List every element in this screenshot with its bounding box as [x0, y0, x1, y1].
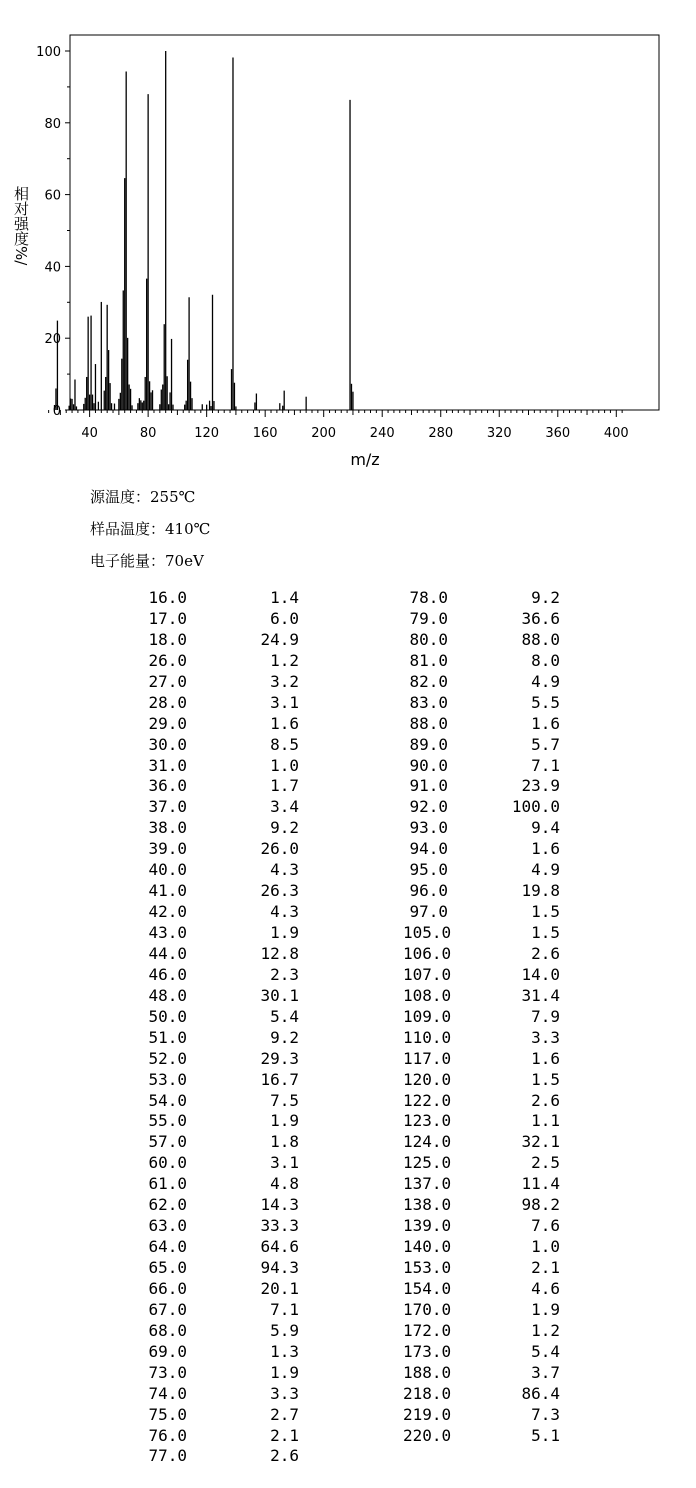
peak-mz: 69.0: [148, 1341, 187, 1361]
peak-mz: 26.0: [148, 650, 187, 670]
peak-mz: 38.0: [148, 818, 187, 838]
peak-row: [142, 923, 299, 944]
peak-abundance: 5.7: [531, 734, 560, 754]
peak-abundance: 4.8: [270, 1174, 299, 1194]
peak-abundance: 1.9: [270, 1111, 299, 1131]
peak-row: [403, 609, 560, 630]
peak-mz: 28.0: [148, 692, 187, 712]
peak-row: [142, 881, 299, 902]
peak-row: [142, 693, 299, 714]
peak-abundance: 9.2: [270, 818, 299, 838]
peak-mz: 94.0: [409, 839, 448, 859]
peak-mz: 42.0: [148, 902, 187, 922]
peak-abundance: 8.5: [270, 734, 299, 754]
peak-mz: 16.0: [148, 588, 187, 607]
peak-mz: 220.0: [403, 1425, 452, 1445]
peak-row: [142, 1342, 299, 1363]
peak-abundance: 1.9: [531, 1299, 560, 1319]
peak-abundance: 2.6: [531, 943, 560, 963]
y-tick-label: 60: [44, 188, 61, 204]
peak-row: [142, 839, 299, 860]
peak-row: [403, 1405, 560, 1426]
peak-row: [403, 902, 560, 923]
peak-abundance: 1.6: [531, 713, 560, 733]
peak-mz: 82.0: [409, 671, 448, 691]
peak-row: [403, 1111, 560, 1132]
peak-mz: 37.0: [148, 797, 187, 817]
peak-row: [403, 1049, 560, 1070]
peak-row: [403, 672, 560, 693]
peak-mz: 18.0: [148, 629, 187, 649]
peak-row: [403, 1028, 560, 1049]
peak-mz: 39.0: [148, 839, 187, 859]
y-tick-label: 20: [44, 332, 61, 348]
peak-table-left: [142, 588, 299, 1467]
peak-abundance: 7.6: [531, 1216, 560, 1236]
peak-row: [403, 797, 560, 818]
peak-row: [142, 1405, 299, 1426]
peak-row: [142, 1258, 299, 1279]
peak-row: [142, 1384, 299, 1405]
peak-row: [403, 818, 560, 839]
peak-abundance: 1.6: [531, 1048, 560, 1068]
peak-mz: 51.0: [148, 1027, 187, 1047]
peak-abundance: 1.8: [270, 1132, 299, 1152]
peak-abundance: 2.6: [270, 1446, 299, 1466]
peak-mz: 53.0: [148, 1069, 187, 1089]
peak-mz: 66.0: [148, 1278, 187, 1298]
peak-row: [403, 1300, 560, 1321]
x-tick-label: 120: [194, 426, 220, 441]
peak-mz: 172.0: [403, 1320, 452, 1340]
peak-mz: 124.0: [403, 1132, 452, 1152]
peak-row: [142, 1070, 299, 1091]
peak-abundance: 1.7: [270, 776, 299, 796]
peak-mz: 88.0: [409, 713, 448, 733]
peak-abundance: 1.6: [270, 713, 299, 733]
peak-mz: 62.0: [148, 1195, 187, 1215]
peak-row: [403, 1174, 560, 1195]
peak-abundance: 1.5: [531, 923, 560, 942]
x-axis-label: m/z: [350, 450, 380, 469]
peak-row: [142, 776, 299, 797]
peak-row: [142, 1300, 299, 1321]
peak-abundance: 1.0: [531, 1237, 560, 1257]
peak-mz: 27.0: [148, 671, 187, 691]
peak-abundance: 31.4: [521, 985, 560, 1005]
peak-abundance: 4.9: [531, 671, 560, 691]
peak-abundance: 1.2: [531, 1320, 560, 1340]
peak-row: [142, 986, 299, 1007]
peak-abundance: 23.9: [521, 776, 560, 796]
peak-abundance: 8.0: [531, 650, 560, 670]
peak-row: [142, 735, 299, 756]
peak-mz: 76.0: [148, 1425, 187, 1445]
peak-abundance: 7.5: [270, 1090, 299, 1110]
peak-abundance: 4.3: [270, 860, 299, 880]
x-tick-label: 80: [139, 426, 157, 441]
peak-row: [142, 1426, 299, 1447]
peak-abundance: 100.0: [511, 797, 560, 817]
peak-abundance: 30.1: [260, 985, 299, 1005]
peak-abundance: 9.2: [270, 1027, 299, 1047]
peak-abundance: 86.4: [521, 1383, 560, 1403]
peak-mz: 77.0: [148, 1446, 187, 1466]
peak-mz: 48.0: [148, 985, 187, 1005]
peak-abundance: 1.9: [270, 923, 299, 942]
peak-row: [142, 1153, 299, 1174]
peak-abundance: 5.9: [270, 1320, 299, 1340]
peak-row: [403, 1279, 560, 1300]
peak-row: [142, 1195, 299, 1216]
peak-row: [142, 651, 299, 672]
peak-row: [403, 1321, 560, 1342]
peak-row: [403, 1195, 560, 1216]
y-tick-label: 40: [44, 260, 61, 276]
peak-mz: 67.0: [148, 1299, 187, 1319]
peak-row: [403, 860, 560, 881]
peak-row: [142, 1111, 299, 1132]
peak-row: [403, 588, 560, 609]
peak-abundance: 2.3: [270, 964, 299, 984]
peak-mz: 79.0: [409, 608, 448, 628]
peak-row: [142, 1363, 299, 1384]
peak-row: [142, 672, 299, 693]
peak-mz: 107.0: [403, 964, 452, 984]
plot-frame: [70, 35, 659, 410]
peak-mz: 154.0: [403, 1278, 452, 1298]
peak-row: [142, 588, 299, 609]
peak-abundance: 1.5: [531, 902, 560, 922]
peak-row: [142, 1028, 299, 1049]
peak-row: [403, 965, 560, 986]
peak-abundance: 3.4: [270, 797, 299, 817]
peak-mz: 41.0: [148, 881, 187, 901]
y-tick-label: 80: [44, 116, 61, 132]
peak-mz: 83.0: [409, 692, 448, 712]
peak-abundance: 1.4: [270, 588, 299, 607]
peak-row: [403, 1216, 560, 1237]
peak-mz: 140.0: [403, 1237, 452, 1257]
peak-abundance: 36.6: [521, 608, 560, 628]
peak-row: [403, 1153, 560, 1174]
peak-row: [142, 902, 299, 923]
peak-row: [403, 651, 560, 672]
peak-abundance: 2.1: [531, 1258, 560, 1277]
peak-mz: 96.0: [409, 881, 448, 901]
x-tick-label: 360: [545, 426, 571, 441]
peak-row: [142, 1091, 299, 1112]
x-tick-label: 160: [252, 426, 278, 441]
peak-mz: 89.0: [409, 734, 448, 754]
peak-mz: 219.0: [403, 1404, 452, 1424]
peak-abundance: 1.1: [531, 1111, 560, 1131]
peak-row: [142, 1174, 299, 1195]
peak-mz: 105.0: [403, 923, 452, 942]
peak-abundance: 7.9: [531, 1006, 560, 1026]
peak-row: [142, 1007, 299, 1028]
x-tick-label: 400: [603, 426, 629, 441]
peak-row: [403, 714, 560, 735]
peak-mz: 40.0: [148, 860, 187, 880]
peak-row: [142, 1237, 299, 1258]
spectrum-peaks: [55, 51, 353, 410]
peak-row: [142, 1446, 299, 1467]
peak-mz: 122.0: [403, 1090, 452, 1110]
peak-mz: 50.0: [148, 1006, 187, 1026]
peak-mz: 52.0: [148, 1048, 187, 1068]
peak-abundance: 2.7: [270, 1404, 299, 1424]
peak-abundance: 11.4: [521, 1174, 560, 1194]
peak-mz: 44.0: [148, 943, 187, 963]
peak-abundance: 16.7: [260, 1069, 299, 1089]
peak-abundance: 4.9: [531, 860, 560, 880]
peak-row: [403, 1007, 560, 1028]
peak-row: [142, 1132, 299, 1153]
peak-mz: 74.0: [148, 1383, 187, 1403]
peak-mz: 90.0: [409, 755, 448, 775]
peak-abundance: 3.3: [270, 1383, 299, 1403]
peak-row: [142, 944, 299, 965]
peak-mz: 153.0: [403, 1258, 452, 1277]
peak-abundance: 3.2: [270, 671, 299, 691]
peak-abundance: 2.6: [531, 1090, 560, 1110]
peak-abundance: 64.6: [260, 1237, 299, 1257]
peak-mz: 97.0: [409, 902, 448, 922]
x-axis: [49, 410, 629, 441]
peak-row: [403, 1342, 560, 1363]
peak-mz: 29.0: [148, 713, 187, 733]
peak-abundance: 24.9: [260, 629, 299, 649]
peak-mz: 95.0: [409, 860, 448, 880]
peak-abundance: 14.0: [521, 964, 560, 984]
y-tick-label: 0: [52, 404, 61, 419]
peak-row: [403, 776, 560, 797]
peak-mz: 218.0: [403, 1383, 452, 1403]
peak-row: [142, 1321, 299, 1342]
peak-mz: 60.0: [148, 1153, 187, 1173]
peak-row: [142, 860, 299, 881]
peak-mz: 30.0: [148, 734, 187, 754]
peak-mz: 188.0: [403, 1362, 452, 1382]
peak-row: [403, 944, 560, 965]
peak-abundance: 1.6: [531, 839, 560, 859]
peak-mz: 110.0: [403, 1027, 452, 1047]
peak-mz: 170.0: [403, 1299, 452, 1319]
peak-abundance: 3.7: [531, 1362, 560, 1382]
peak-abundance: 2.1: [270, 1425, 299, 1445]
peak-abundance: 5.1: [531, 1425, 560, 1445]
peak-row: [142, 714, 299, 735]
peak-row: [403, 1426, 560, 1447]
peak-abundance: 3.1: [270, 1153, 299, 1173]
x-tick-label: 40: [81, 426, 98, 441]
peak-row: [142, 797, 299, 818]
peak-abundance: 14.3: [260, 1195, 299, 1215]
mass-spectrum-chart: [0, 0, 696, 475]
peak-mz: 109.0: [403, 1006, 452, 1026]
peak-abundance: 26.0: [260, 839, 299, 859]
peak-abundance: 4.6: [531, 1278, 560, 1298]
peak-abundance: 4.3: [270, 902, 299, 922]
peak-abundance: 1.0: [270, 755, 299, 775]
y-axis-label: 相对强度%/: [12, 186, 30, 266]
peak-abundance: 7.1: [531, 755, 560, 775]
peak-row: [403, 1258, 560, 1279]
peak-abundance: 26.3: [260, 881, 299, 901]
peak-abundance: 9.4: [531, 818, 560, 838]
electron-energy: 电子能量：70eV: [90, 552, 204, 570]
peak-mz: 78.0: [409, 588, 448, 607]
peak-mz: 139.0: [403, 1216, 452, 1236]
peak-row: [403, 630, 560, 651]
peak-mz: 125.0: [403, 1153, 452, 1173]
peak-mz: 65.0: [148, 1258, 187, 1277]
peak-abundance: 3.3: [531, 1027, 560, 1047]
peak-mz: 81.0: [409, 650, 448, 670]
y-tick-label: 100: [36, 45, 61, 60]
peak-mz: 57.0: [148, 1132, 187, 1152]
peak-mz: 138.0: [403, 1195, 452, 1215]
peak-mz: 55.0: [148, 1111, 187, 1131]
x-tick-label: 240: [369, 426, 395, 441]
peak-row: [403, 1237, 560, 1258]
peak-abundance: 88.0: [521, 629, 560, 649]
x-tick-label: 320: [486, 426, 512, 441]
peak-row: [403, 1384, 560, 1405]
peak-row: [403, 839, 560, 860]
x-tick-label: 280: [428, 426, 454, 441]
peak-mz: 46.0: [148, 964, 187, 984]
peak-abundance: 7.1: [270, 1299, 299, 1319]
peak-row: [403, 923, 560, 944]
sample-temperature: 样品温度：410℃: [90, 520, 211, 538]
peak-row: [142, 1216, 299, 1237]
peak-row: [403, 1070, 560, 1091]
peak-row: [403, 1132, 560, 1153]
peak-mz: 123.0: [403, 1111, 452, 1131]
peak-mz: 31.0: [148, 755, 187, 775]
source-temperature: 源温度：255℃: [90, 488, 196, 506]
peak-abundance: 12.8: [260, 943, 299, 963]
peak-abundance: 7.3: [531, 1404, 560, 1424]
peak-abundance: 94.3: [260, 1258, 299, 1277]
peak-abundance: 9.2: [531, 588, 560, 607]
peak-abundance: 29.3: [260, 1048, 299, 1068]
peak-abundance: 5.4: [270, 1006, 299, 1026]
peak-abundance: 33.3: [260, 1216, 299, 1236]
peak-mz: 61.0: [148, 1174, 187, 1194]
peak-row: [142, 630, 299, 651]
peak-row: [403, 881, 560, 902]
peak-row: [142, 756, 299, 777]
peak-mz: 91.0: [409, 776, 448, 796]
peak-mz: 73.0: [148, 1362, 187, 1382]
peak-abundance: 1.2: [270, 650, 299, 670]
peak-abundance: 1.5: [531, 1069, 560, 1089]
peak-abundance: 5.4: [531, 1341, 560, 1361]
peak-row: [142, 965, 299, 986]
experiment-conditions: [90, 484, 210, 580]
peak-table-right: [403, 588, 560, 1446]
peak-abundance: 19.8: [521, 881, 560, 901]
peak-row: [142, 1049, 299, 1070]
peak-row: [403, 735, 560, 756]
peak-abundance: 20.1: [260, 1278, 299, 1298]
peak-mz: 75.0: [148, 1404, 187, 1424]
peak-abundance: 6.0: [270, 608, 299, 628]
peak-mz: 137.0: [403, 1174, 452, 1194]
peak-row: [142, 609, 299, 630]
peak-mz: 80.0: [409, 629, 448, 649]
peak-row: [142, 1279, 299, 1300]
peak-abundance: 3.1: [270, 692, 299, 712]
peak-mz: 68.0: [148, 1320, 187, 1340]
peak-mz: 63.0: [148, 1216, 187, 1236]
x-tick-label: 200: [311, 426, 337, 441]
peak-mz: 117.0: [403, 1048, 452, 1068]
peak-mz: 17.0: [148, 608, 187, 628]
peak-mz: 120.0: [403, 1069, 452, 1089]
y-axis: [36, 45, 70, 419]
peak-abundance: 1.9: [270, 1362, 299, 1382]
peak-row: [403, 693, 560, 714]
peak-mz: 92.0: [409, 797, 448, 817]
peak-row: [403, 986, 560, 1007]
peak-row: [403, 1091, 560, 1112]
peak-abundance: 98.2: [521, 1195, 560, 1215]
peak-row: [403, 1363, 560, 1384]
peak-mz: 93.0: [409, 818, 448, 838]
peak-mz: 64.0: [148, 1237, 187, 1257]
peak-mz: 54.0: [148, 1090, 187, 1110]
peak-mz: 106.0: [403, 943, 452, 963]
peak-abundance: 5.5: [531, 692, 560, 712]
peak-mz: 36.0: [148, 776, 187, 796]
peak-mz: 173.0: [403, 1341, 452, 1361]
peak-abundance: 2.5: [531, 1153, 560, 1173]
peak-row: [403, 756, 560, 777]
peak-abundance: 32.1: [521, 1132, 560, 1152]
peak-row: [142, 818, 299, 839]
peak-mz: 108.0: [403, 985, 452, 1005]
peak-mz: 43.0: [148, 923, 187, 942]
peak-abundance: 1.3: [270, 1341, 299, 1361]
